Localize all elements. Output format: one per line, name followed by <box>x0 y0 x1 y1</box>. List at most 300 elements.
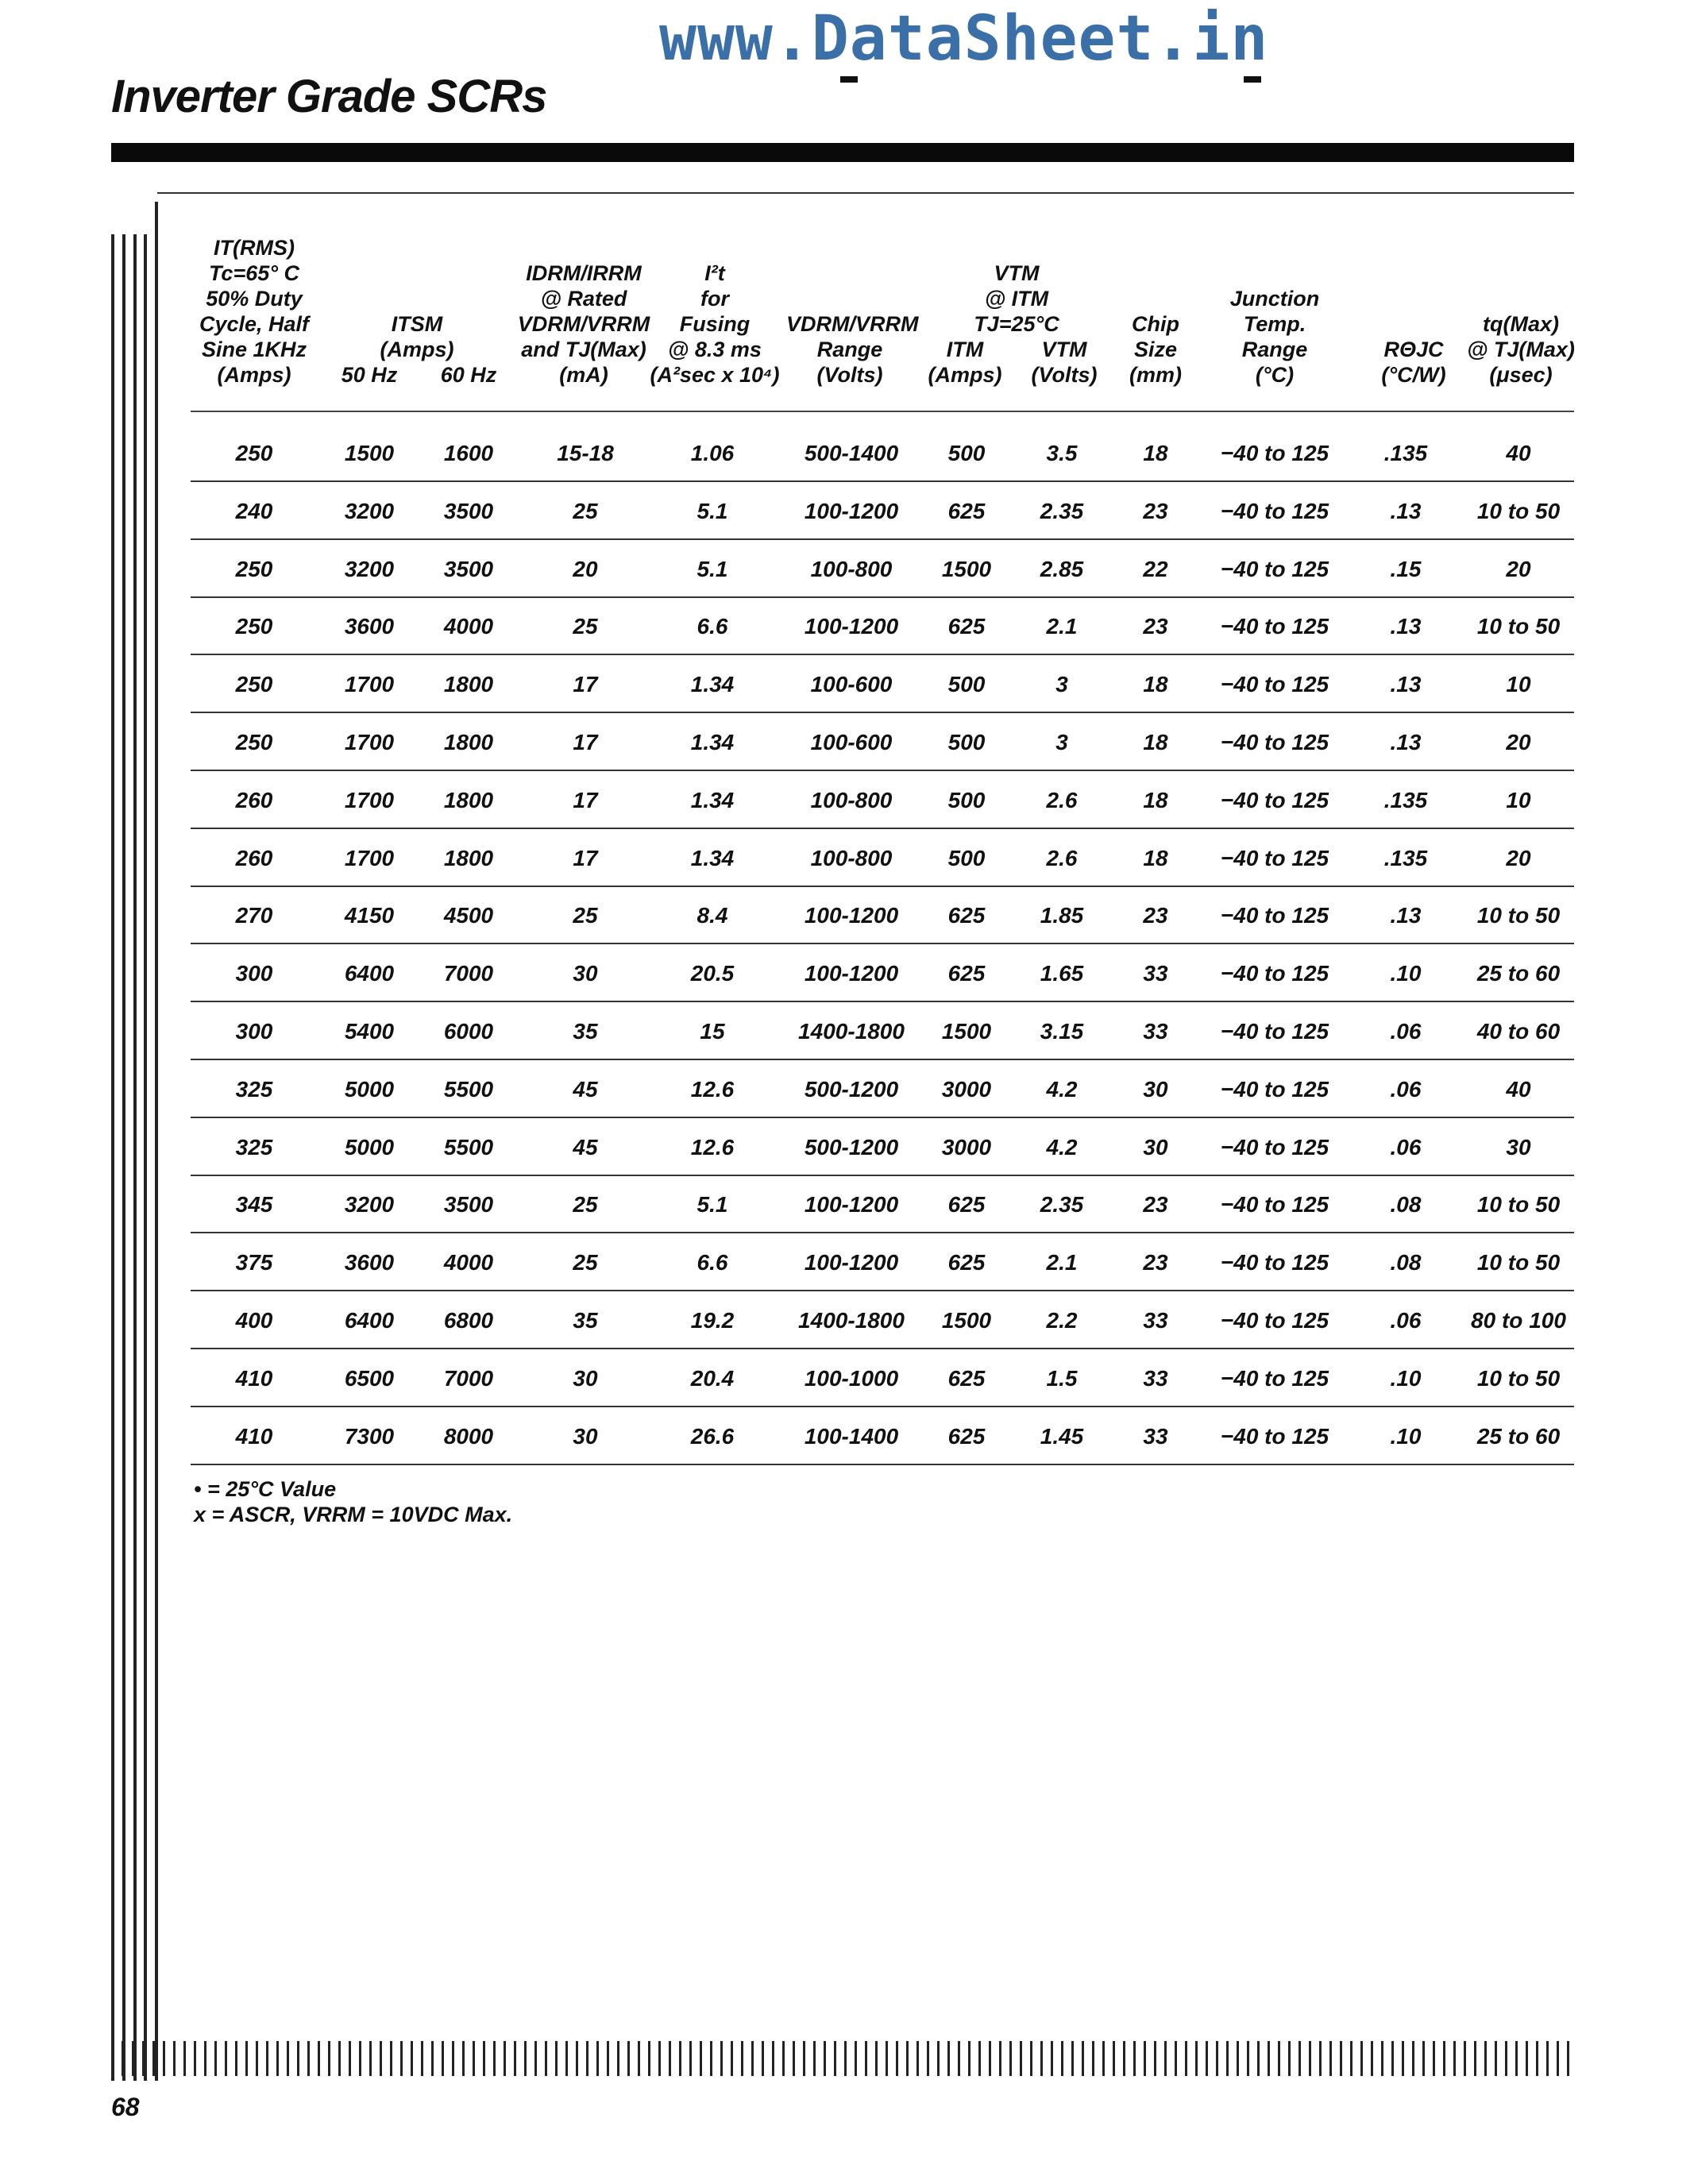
cell-rojc: .06 <box>1390 1308 1422 1333</box>
tick-mark <box>142 2041 145 2076</box>
table-row <box>191 714 1574 771</box>
decorative-dash <box>1244 76 1261 83</box>
cell-itsm-50hz: 6400 <box>344 1308 395 1333</box>
cell-vtm: 2.85 <box>1040 556 1084 581</box>
cell-junction-temp: −40 to 125 <box>1220 1250 1329 1275</box>
cell-chip-size: 33 <box>1143 1423 1168 1449</box>
cell-itm: 625 <box>947 498 986 523</box>
row-rule <box>191 1175 1574 1176</box>
tick-mark <box>1185 2041 1187 2076</box>
cell-itm: 500 <box>947 672 986 697</box>
tick-mark <box>1102 2041 1105 2076</box>
tick-mark <box>596 2041 599 2076</box>
cell-idrm: 25 <box>573 498 598 523</box>
cell-chip-size: 33 <box>1143 1365 1168 1391</box>
tick-mark <box>896 2041 898 2076</box>
cell-i2t: 6.6 <box>697 1250 728 1275</box>
cell-rojc: .135 <box>1383 845 1428 870</box>
tick-mark <box>1144 2041 1146 2076</box>
cell-chip-size: 22 <box>1143 556 1168 581</box>
tick-mark <box>504 2041 506 2076</box>
page-number: 68 <box>111 2093 140 2121</box>
cell-itsm-60hz: 7000 <box>443 961 494 986</box>
tick-mark <box>1443 2041 1445 2076</box>
cell-idrm: 30 <box>573 1423 598 1449</box>
row-rule <box>191 1117 1574 1118</box>
row-rule <box>191 1406 1574 1407</box>
row-rule <box>191 1001 1574 1002</box>
cell-itsm-60hz: 1800 <box>443 845 494 870</box>
table-frame-left <box>155 202 158 2081</box>
cell-rojc: .15 <box>1390 556 1422 581</box>
tick-mark <box>1484 2041 1487 2076</box>
tick-mark <box>1123 2041 1125 2076</box>
cell-tq: 20 <box>1506 556 1531 581</box>
tick-mark <box>793 2041 795 2076</box>
tick-mark <box>1505 2041 1507 2076</box>
cell-it-rms: 260 <box>235 787 273 812</box>
cell-tq: 25 to 60 <box>1476 961 1561 986</box>
cell-i2t: 19.2 <box>690 1308 735 1333</box>
tick-mark <box>359 2041 361 2076</box>
cell-chip-size: 18 <box>1143 845 1168 870</box>
cell-itsm-50hz: 7300 <box>344 1423 395 1449</box>
cell-itm: 1500 <box>941 1019 992 1044</box>
tick-mark <box>1309 2041 1311 2076</box>
footnote-25c: • = 25°C Value <box>194 1477 337 1501</box>
tick-mark <box>493 2041 496 2076</box>
tick-mark <box>534 2041 537 2076</box>
cell-itsm-50hz: 3200 <box>344 556 395 581</box>
margin-bar <box>122 234 125 2081</box>
cell-vdrm-range: 100-800 <box>810 556 893 581</box>
cell-tq: 10 to 50 <box>1476 1192 1561 1217</box>
tick-mark <box>1257 2041 1260 2076</box>
header-itsm: ITSM (Amps) <box>380 312 454 361</box>
row-rule <box>191 770 1574 771</box>
cell-itsm-60hz: 6800 <box>443 1308 494 1333</box>
tick-mark <box>1061 2041 1063 2076</box>
cell-vtm: 3 <box>1055 730 1068 754</box>
cell-junction-temp: −40 to 125 <box>1220 845 1329 870</box>
cell-itm: 3000 <box>941 1134 992 1160</box>
cell-vtm: 1.5 <box>1046 1365 1078 1391</box>
tick-mark <box>318 2041 320 2076</box>
tick-mark <box>214 2041 217 2076</box>
cell-itsm-50hz: 5400 <box>344 1019 395 1044</box>
cell-it-rms: 250 <box>235 441 273 465</box>
cell-vdrm-range: 100-800 <box>810 845 893 870</box>
tick-mark <box>1082 2041 1084 2076</box>
table-row <box>191 1176 1574 1233</box>
tick-mark <box>276 2041 279 2076</box>
cell-it-rms: 400 <box>235 1308 273 1333</box>
tick-mark <box>689 2041 692 2076</box>
table-top-rule <box>157 192 1574 194</box>
cell-idrm: 25 <box>573 903 598 928</box>
cell-chip-size: 30 <box>1143 1134 1168 1160</box>
cell-itm: 1500 <box>941 1308 992 1333</box>
tick-mark <box>380 2041 382 2076</box>
tick-mark <box>400 2041 403 2076</box>
tick-mark <box>1526 2041 1528 2076</box>
tick-mark <box>1536 2041 1538 2076</box>
tick-mark <box>844 2041 847 2076</box>
tick-mark <box>369 2041 372 2076</box>
cell-vtm: 2.2 <box>1046 1308 1078 1333</box>
cell-it-rms: 250 <box>235 672 273 697</box>
row-rule <box>191 480 1574 482</box>
cell-itm: 3000 <box>941 1076 992 1102</box>
cell-tq: 10 to 50 <box>1476 903 1561 928</box>
cell-idrm: 30 <box>573 961 598 986</box>
tick-mark <box>824 2041 826 2076</box>
row-rule <box>191 943 1574 944</box>
tick-mark <box>1288 2041 1291 2076</box>
tick-mark <box>338 2041 341 2076</box>
cell-vtm: 2.35 <box>1040 498 1084 523</box>
cell-itsm-60hz: 7000 <box>443 1365 494 1391</box>
cell-vtm: 3.5 <box>1046 441 1078 465</box>
cell-it-rms: 250 <box>235 614 273 639</box>
tick-mark <box>638 2041 640 2076</box>
cell-tq: 40 to 60 <box>1476 1019 1561 1044</box>
cell-idrm: 17 <box>573 787 598 812</box>
cell-idrm: 45 <box>573 1134 598 1160</box>
tick-mark <box>1391 2041 1394 2076</box>
table-row <box>191 1408 1574 1465</box>
tick-mark <box>772 2041 774 2076</box>
cell-vtm: 2.6 <box>1046 787 1078 812</box>
tick-mark <box>473 2041 475 2076</box>
cell-it-rms: 270 <box>235 903 273 928</box>
cell-i2t: 1.34 <box>690 787 735 812</box>
tick-mark <box>1567 2041 1569 2076</box>
table-row <box>191 1119 1574 1176</box>
cell-idrm: 25 <box>573 614 598 639</box>
tick-mark <box>1071 2041 1074 2076</box>
cell-chip-size: 18 <box>1143 672 1168 697</box>
tick-mark <box>266 2041 268 2076</box>
header-idrm: IDRM/IRRM @ Rated VDRM/VRRM and TJ(Max) (mA) <box>517 261 650 387</box>
cell-junction-temp: −40 to 125 <box>1220 441 1329 465</box>
cell-tq: 10 <box>1506 787 1531 812</box>
cell-i2t: 1.34 <box>690 845 735 870</box>
cell-vtm: 1.65 <box>1040 961 1084 986</box>
cell-idrm: 25 <box>573 1192 598 1217</box>
tick-mark <box>225 2041 227 2076</box>
cell-i2t: 26.6 <box>690 1423 735 1449</box>
tick-mark <box>204 2041 206 2076</box>
row-rule <box>191 538 1574 540</box>
tick-mark <box>328 2041 330 2076</box>
header-itsm-50hz: 50 Hz <box>341 363 398 387</box>
cell-junction-temp: −40 to 125 <box>1220 903 1329 928</box>
tick-mark <box>813 2041 816 2076</box>
cell-junction-temp: −40 to 125 <box>1220 1192 1329 1217</box>
cell-itsm-60hz: 4500 <box>443 903 494 928</box>
tick-mark <box>307 2041 310 2076</box>
header-tq: tq(Max) @ TJ(Max) (μsec) <box>1467 312 1575 387</box>
tick-mark <box>152 2041 155 2076</box>
row-rule <box>191 1348 1574 1349</box>
tick-mark <box>700 2041 702 2076</box>
tick-mark <box>741 2041 743 2076</box>
margin-bar <box>133 234 137 2081</box>
tick-mark <box>1051 2041 1053 2076</box>
tick-mark <box>1040 2041 1043 2076</box>
tick-mark <box>1453 2041 1456 2076</box>
tick-mark <box>514 2041 516 2076</box>
margin-bar <box>111 234 114 2081</box>
tick-mark <box>1175 2041 1177 2076</box>
header-vtm-volts: VTM (Volts) <box>1031 338 1098 387</box>
tick-mark <box>442 2041 444 2076</box>
tick-mark <box>1546 2041 1549 2076</box>
footnote-ascr: x = ASCR, VRRM = 10VDC Max. <box>194 1503 513 1526</box>
tick-mark <box>132 2041 134 2076</box>
cell-rojc: .10 <box>1390 1423 1422 1449</box>
cell-itsm-60hz: 5500 <box>443 1134 494 1160</box>
cell-it-rms: 325 <box>235 1076 273 1102</box>
cell-i2t: 20.4 <box>690 1365 735 1391</box>
tick-mark <box>1133 2041 1136 2076</box>
cell-vdrm-range: 100-1200 <box>804 498 899 523</box>
cell-i2t: 1.34 <box>690 730 735 754</box>
cell-it-rms: 375 <box>235 1250 273 1275</box>
cell-vtm: 4.2 <box>1046 1134 1078 1160</box>
tick-mark <box>483 2041 485 2076</box>
cell-vdrm-range: 100-1000 <box>804 1365 899 1391</box>
table-row <box>191 945 1574 1002</box>
cell-idrm: 25 <box>573 1250 598 1275</box>
cell-junction-temp: −40 to 125 <box>1220 961 1329 986</box>
tick-mark <box>658 2041 661 2076</box>
table-row <box>191 1350 1574 1407</box>
cell-rojc: .13 <box>1390 614 1422 639</box>
cell-junction-temp: −40 to 125 <box>1220 730 1329 754</box>
cell-itsm-60hz: 3500 <box>443 498 494 523</box>
cell-rojc: .13 <box>1390 498 1422 523</box>
cell-itsm-50hz: 3600 <box>344 614 395 639</box>
header-vdrm-range: VDRM/VRRM Range (Volts) <box>786 312 919 387</box>
cell-vtm: 3.15 <box>1040 1019 1084 1044</box>
cell-tq: 30 <box>1506 1134 1531 1160</box>
cell-chip-size: 23 <box>1143 903 1168 928</box>
cell-rojc: .10 <box>1390 961 1422 986</box>
cell-itsm-60hz: 1600 <box>443 441 494 465</box>
table-row <box>191 598 1574 655</box>
tick-mark <box>163 2041 165 2076</box>
title-rule <box>111 143 1574 162</box>
tick-mark <box>1340 2041 1342 2076</box>
tick-mark <box>1206 2041 1208 2076</box>
header-itsm-60hz: 60 Hz <box>440 363 497 387</box>
tick-mark <box>1412 2041 1414 2076</box>
cell-idrm: 20 <box>573 556 598 581</box>
cell-vdrm-range: 100-1200 <box>804 614 899 639</box>
cell-itsm-60hz: 3500 <box>443 1192 494 1217</box>
tick-mark <box>1237 2041 1239 2076</box>
cell-junction-temp: −40 to 125 <box>1220 556 1329 581</box>
row-rule <box>191 1464 1574 1465</box>
cell-idrm: 35 <box>573 1019 598 1044</box>
cell-junction-temp: −40 to 125 <box>1220 614 1329 639</box>
tick-mark <box>431 2041 434 2076</box>
cell-tq: 10 to 50 <box>1476 614 1561 639</box>
cell-chip-size: 23 <box>1143 1250 1168 1275</box>
tick-mark <box>1515 2041 1518 2076</box>
cell-junction-temp: −40 to 125 <box>1220 1019 1329 1044</box>
cell-itm: 625 <box>947 614 986 639</box>
tick-mark <box>1433 2041 1435 2076</box>
table-row <box>191 887 1574 944</box>
cell-junction-temp: −40 to 125 <box>1220 1423 1329 1449</box>
cell-tq: 10 to 50 <box>1476 1365 1561 1391</box>
tick-mark <box>927 2041 929 2076</box>
row-rule <box>191 828 1574 829</box>
table-row <box>191 1061 1574 1118</box>
tick-mark <box>1474 2041 1476 2076</box>
cell-i2t: 20.5 <box>690 961 735 986</box>
tick-mark <box>256 2041 258 2076</box>
cell-itm: 625 <box>947 1423 986 1449</box>
cell-itsm-50hz: 1700 <box>344 845 395 870</box>
cell-itm: 1500 <box>941 556 992 581</box>
cell-i2t: 5.1 <box>697 1192 728 1217</box>
cell-vdrm-range: 500-1400 <box>804 441 899 465</box>
cell-it-rms: 250 <box>235 556 273 581</box>
cell-i2t: 5.1 <box>697 498 728 523</box>
row-rule <box>191 1232 1574 1233</box>
cell-it-rms: 300 <box>235 961 273 986</box>
tick-mark <box>1216 2041 1218 2076</box>
tick-mark <box>978 2041 981 2076</box>
tick-mark <box>958 2041 960 2076</box>
tick-mark <box>1020 2041 1022 2076</box>
header-vtm-itm: ITM (Amps) <box>928 338 1002 387</box>
cell-itsm-50hz: 1500 <box>344 441 395 465</box>
cell-tq: 10 <box>1506 672 1531 697</box>
row-rule <box>191 1059 1574 1060</box>
cell-itsm-50hz: 3200 <box>344 1192 395 1217</box>
cell-itm: 500 <box>947 730 986 754</box>
cell-i2t: 15 <box>700 1019 725 1044</box>
tick-mark <box>411 2041 413 2076</box>
cell-chip-size: 23 <box>1143 1192 1168 1217</box>
page-title: Inverter Grade SCRs <box>111 71 547 122</box>
cell-vdrm-range: 500-1200 <box>804 1134 899 1160</box>
tick-mark <box>1298 2041 1301 2076</box>
tick-mark <box>1164 2041 1167 2076</box>
tick-mark <box>1030 2041 1032 2076</box>
cell-itsm-60hz: 8000 <box>443 1423 494 1449</box>
tick-mark <box>1557 2041 1559 2076</box>
cell-junction-temp: −40 to 125 <box>1220 672 1329 697</box>
cell-tq: 20 <box>1506 845 1531 870</box>
bottom-tick-strip <box>111 2041 1588 2076</box>
tick-mark <box>287 2041 289 2076</box>
cell-vdrm-range: 100-600 <box>810 730 893 754</box>
cell-tq: 20 <box>1506 730 1531 754</box>
header-i2t: I²t for Fusing @ 8.3 ms (A²sec x 10⁴) <box>650 261 780 387</box>
tick-mark <box>782 2041 785 2076</box>
cell-it-rms: 410 <box>235 1365 273 1391</box>
header-vtm: VTM @ ITM TJ=25°C <box>974 261 1059 336</box>
watermark-text: www.DataSheet.in <box>659 3 1269 75</box>
header-it-rms: IT(RMS) Tc=65° C 50% Duty Cycle, Half Sine 1KHz (Amps) <box>199 236 310 387</box>
tick-mark <box>586 2041 588 2076</box>
cell-junction-temp: −40 to 125 <box>1220 1134 1329 1160</box>
cell-itsm-50hz: 1700 <box>344 787 395 812</box>
tick-mark <box>834 2041 836 2076</box>
tick-mark <box>1329 2041 1332 2076</box>
tick-mark <box>183 2041 186 2076</box>
header-chip-size: Chip Size (mm) <box>1129 312 1182 387</box>
table-row <box>191 425 1574 482</box>
cell-i2t: 12.6 <box>690 1076 735 1102</box>
cell-itm: 625 <box>947 1192 986 1217</box>
table-row <box>191 772 1574 829</box>
tick-mark <box>1464 2041 1466 2076</box>
cell-chip-size: 30 <box>1143 1076 1168 1102</box>
cell-itsm-60hz: 1800 <box>443 672 494 697</box>
cell-i2t: 8.4 <box>697 903 728 928</box>
cell-itm: 625 <box>947 961 986 986</box>
cell-tq: 10 to 50 <box>1476 1250 1561 1275</box>
cell-idrm: 15-18 <box>557 441 614 465</box>
tick-mark <box>1422 2041 1425 2076</box>
cell-vtm: 2.6 <box>1046 845 1078 870</box>
tick-mark <box>245 2041 248 2076</box>
cell-itsm-50hz: 3200 <box>344 498 395 523</box>
cell-vdrm-range: 1400-1800 <box>798 1019 905 1044</box>
cell-rojc: .06 <box>1390 1019 1422 1044</box>
cell-junction-temp: −40 to 125 <box>1220 787 1329 812</box>
tick-mark <box>1226 2041 1229 2076</box>
margin-bar <box>144 234 147 2081</box>
cell-itsm-60hz: 4000 <box>443 614 494 639</box>
cell-it-rms: 300 <box>235 1019 273 1044</box>
cell-itsm-50hz: 5000 <box>344 1134 395 1160</box>
tick-mark <box>111 2041 114 2076</box>
tick-mark <box>607 2041 609 2076</box>
cell-itsm-50hz: 6400 <box>344 961 395 986</box>
cell-itsm-60hz: 5500 <box>443 1076 494 1102</box>
cell-i2t: 12.6 <box>690 1134 735 1160</box>
tick-mark <box>1195 2041 1198 2076</box>
tick-mark <box>947 2041 950 2076</box>
tick-mark <box>617 2041 619 2076</box>
tick-mark <box>762 2041 764 2076</box>
tick-mark <box>710 2041 712 2076</box>
cell-it-rms: 250 <box>235 730 273 754</box>
cell-itm: 500 <box>947 787 986 812</box>
tick-mark <box>1247 2041 1249 2076</box>
tick-mark <box>349 2041 351 2076</box>
cell-itsm-50hz: 4150 <box>344 903 395 928</box>
cell-chip-size: 18 <box>1143 730 1168 754</box>
cell-itm: 625 <box>947 903 986 928</box>
cell-itsm-50hz: 1700 <box>344 672 395 697</box>
cell-vdrm-range: 100-1400 <box>804 1423 899 1449</box>
cell-chip-size: 33 <box>1143 1019 1168 1044</box>
cell-tq: 40 <box>1506 1076 1531 1102</box>
tick-mark <box>524 2041 527 2076</box>
tick-mark <box>194 2041 196 2076</box>
cell-vtm: 2.35 <box>1040 1192 1084 1217</box>
cell-rojc: .135 <box>1383 787 1428 812</box>
